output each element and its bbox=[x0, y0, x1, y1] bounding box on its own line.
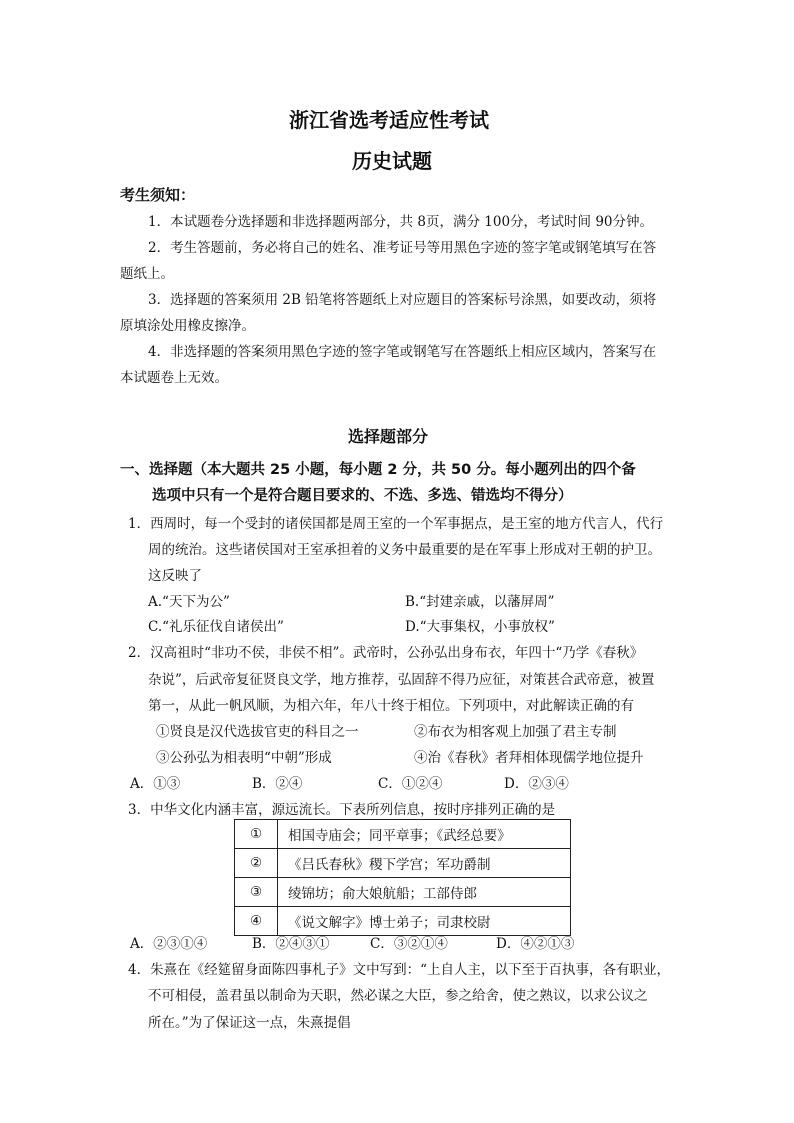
table-cell-text: 《说文解字》博士弟子；司隶校尉 bbox=[278, 907, 571, 936]
q3-option-d: D．④②①③ bbox=[496, 936, 575, 952]
section-heading: 选项中只有一个是符合题目要求的、不选、多选、错选均不得分） bbox=[152, 488, 573, 504]
table-cell-num: ③ bbox=[235, 878, 278, 907]
q4-stem-line: 不可相侵，盖君虽以制命为天职，然必谋之大臣，参之给舍，使之熟议，以求公议之 bbox=[148, 988, 648, 1004]
q1-option-b: B.“封建亲戚，以藩屏周” bbox=[405, 594, 555, 610]
notice-line: 2．考生答题前，务必将自己的姓名、准考证号等用黑色字迹的签字笔或钢笔填写在答 bbox=[148, 240, 657, 256]
q2-option-b: B．②④ bbox=[252, 776, 303, 792]
q4-stem-line: 4．朱熹在《经筵留身面陈四事札子》文中写到：“上自人主，以下至于百执事，各有职业， bbox=[128, 962, 670, 978]
q1-option-c: C.“礼乐征伐自诸侯出” bbox=[148, 619, 284, 635]
section-title: 选择题部分 bbox=[348, 427, 429, 446]
table-cell-num: ② bbox=[235, 849, 278, 878]
notice-heading: 考生须知： bbox=[120, 186, 196, 204]
q2-option-c: C．①②④ bbox=[378, 776, 443, 792]
q1-stem-line: 1．西周时，每一个受封的诸侯国都是周王室的一个军事据点，是王室的地方代言人，代行 bbox=[128, 516, 664, 532]
q1-stem-line: 周的统治。这些诸侯国对王室承担着的义务中最重要的是在军事上形成对王朝的护卫。 bbox=[148, 542, 661, 558]
q1-stem-line: 这反映了 bbox=[148, 568, 202, 584]
q2-statement-3: ③公孙弘为相表明“中朝”形成 bbox=[156, 750, 332, 766]
notice-line: 原填涂处用橡皮擦净。 bbox=[120, 318, 255, 334]
q4-stem-line: 所在。”为了保证这一点，朱熹提倡 bbox=[148, 1015, 351, 1031]
table-row bbox=[235, 849, 571, 878]
q2-statement-1: ①贤良是汉代选拔官吏的科目之一 bbox=[156, 724, 359, 740]
table-row bbox=[235, 820, 571, 849]
table-cell-text: 绫锦坊；俞大娘航船；工部侍郎 bbox=[278, 878, 571, 907]
notice-line: 题纸上。 bbox=[120, 266, 174, 282]
table-cell-text: 相国寺庙会；同平章事；《武经总要》 bbox=[278, 820, 571, 849]
notice-line: 本试题卷上无效。 bbox=[120, 370, 228, 386]
q3-info-table bbox=[234, 819, 571, 936]
q3-option-c: C．③②①④ bbox=[370, 936, 448, 952]
exam-subject: 历史试题 bbox=[352, 149, 432, 173]
q1-option-a: A.“天下为公” bbox=[148, 594, 230, 610]
table-cell-num: ① bbox=[235, 820, 278, 849]
table-cell-text: 《吕氏春秋》稷下学宫；军功爵制 bbox=[278, 849, 571, 878]
table-cell-num: ④ bbox=[235, 907, 278, 936]
notice-line: 1．本试题卷分选择题和非选择题两部分，共 8页，满分 100分，考试时间 90分钟。 bbox=[148, 214, 653, 230]
q2-stem-line: 2．汉高祖时“非功不侯，非侯不相”。武帝时，公孙弘出身布衣，年四十“乃学《春秋》 bbox=[128, 645, 644, 661]
q3-stem: 3．中华文化内涵丰富，源远流长。下表所列信息，按时序排列正确的是 bbox=[128, 802, 556, 818]
table-row bbox=[235, 878, 571, 907]
q2-statement-4: ④治《春秋》者拜相体现儒学地位提升 bbox=[414, 750, 644, 766]
notice-line: 4．非选择题的答案须用黑色字迹的签字笔或钢笔写在答题纸上相应区域内，答案写在 bbox=[148, 344, 657, 360]
q2-option-d: D．②③④ bbox=[504, 776, 569, 792]
q2-statement-2: ②布衣为相客观上加强了君主专制 bbox=[414, 724, 617, 740]
section-heading: 一、选择题（本大题共 25 小题，每小题 2 分，共 50 分。每小题列出的四个备 bbox=[120, 462, 636, 478]
q1-option-d: D.“大事集权，小事放权” bbox=[405, 619, 555, 635]
notice-line: 3．选择题的答案须用 2B 铅笔将答题纸上对应题目的答案标号涂黑，如要改动，须将 bbox=[148, 292, 657, 308]
q2-stem-line: 杂说”，后武帝复征贤良文学，地方推荐，弘固辞不得乃应征，对策甚合武帝意，被置 bbox=[148, 672, 655, 688]
q3-option-b: B．②④③① bbox=[252, 936, 330, 952]
exam-title: 浙江省选考适应性考试 bbox=[289, 108, 489, 132]
q2-stem-line: 第一，从此一帆风顺，为相六年，年八十终于相位。下列项中，对此解读正确的有 bbox=[148, 698, 634, 714]
q3-option-a: A．②③①④ bbox=[130, 936, 208, 952]
q2-option-a: A．①③ bbox=[130, 776, 181, 792]
